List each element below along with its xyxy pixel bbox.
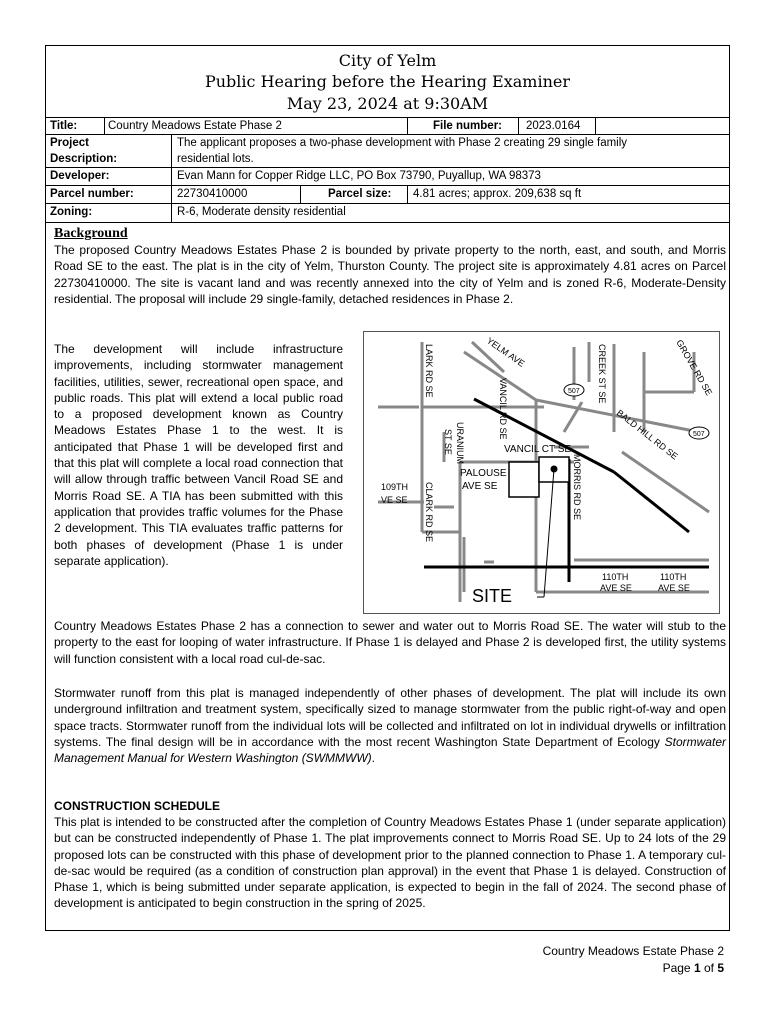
table-row-parcel	[46, 185, 729, 204]
map-label-lark: LARK RD SE	[424, 344, 434, 398]
map-label-507b: 507	[693, 431, 705, 438]
map-label-uranium-2: ST SE	[443, 429, 453, 455]
developer-value: Evan Mann for Copper Ridge LLC, PO Box 73790, Puyallup, WA 98373	[177, 170, 541, 182]
footer-page-number	[663, 961, 724, 975]
parcel-size-label: Parcel size:	[328, 188, 392, 200]
description-value-line1: The applicant proposes a two-phase development with Phase 2 creating 29 single family	[177, 137, 628, 149]
stormwater-period: .	[371, 751, 375, 766]
vicinity-map	[363, 331, 720, 614]
table-row-description	[46, 134, 729, 168]
map-label-110th-b-1: 110TH	[660, 572, 687, 582]
vicinity-map-drawing	[364, 332, 719, 613]
background-paragraph-1: The proposed Country Meadows Estates Phase 2 is bounded by private property to the north, east, and south, and Morris Road SE to the east. The plat is in the city of Yelm, Thurston County. The project site is approximately 4.81 acres on Parcel 22730410000. The site is vacant land and was recently annexed into the city of Yelm and is zoned R-6, Moderate-Density residential. The proposal will include 29 single-family, detached residences in Phase 2.	[54, 243, 726, 306]
title-value: Country Meadows Estate Phase 2	[108, 120, 282, 132]
table-row-title	[46, 117, 729, 135]
map-label-palouse-2: AVE SE	[462, 481, 498, 492]
header-hearing: Public Hearing before the Hearing Examiner	[204, 72, 571, 91]
map-label-bald-hill: BALD HILL RD SE	[614, 407, 680, 462]
site-leader-line	[544, 469, 554, 597]
background-paragraph-3: Country Meadows Estates Phase 2 has a connection to sewer and water out to Morris Road SE. The water will stub to the property to the east for looping of water infrastructure. If Phase 1 is delayed and Phase 2 is developed first, the utility systems will function consistent with a local road cul-de-sac.	[54, 619, 726, 666]
table-row-developer	[46, 167, 729, 186]
parcel-size-value: 4.81 acres; approx. 209,638 sq ft	[413, 188, 582, 200]
map-label-morris: MORRIS RD SE	[572, 454, 582, 521]
file-number-label: File number:	[433, 120, 503, 132]
map-label-110th-b-2: AVE SE	[658, 583, 690, 593]
background-paragraph-2: The development will include infrastructure improvements, including stormwater management facilities, utilities, sewer, recreational open space, and public roads. This plat will extend a local public road to a proposed development known as Country Meadows Estates Phase 1 to the west. It is anticipated that Phase 1 will be developed first and that this plat will complete a local road connection that will allow through traffic between Vancil Road SE and Morris Road SE. A TIA has been submitted with this application that provides traffic volumes for the Phase 2 development. This TIA evaluates traffic patterns for both phases of development (Phase 1 is under separate application).	[54, 342, 343, 568]
description-label-line1: Project	[50, 137, 89, 149]
map-label-clark: CLARK RD SE	[424, 482, 434, 543]
footer-page-of: of	[700, 961, 718, 975]
map-label-site: SITE	[472, 586, 513, 606]
map-label-vancil-ct: VANCIL CT SE	[504, 444, 572, 455]
description-label	[46, 135, 171, 168]
map-label-creek: CREEK ST SE	[597, 344, 607, 404]
map-label-uranium-1: URANIUM	[455, 422, 465, 464]
map-label-vancil: VANCIL RD SE	[498, 378, 508, 440]
construction-schedule-heading: CONSTRUCTION SCHEDULE	[54, 799, 221, 813]
description-value-line2: residential lots.	[177, 153, 254, 165]
map-label-110th-a-1: 110TH	[602, 572, 629, 582]
background-paragraph-4	[54, 685, 726, 766]
footer-page-current: 1	[693, 961, 701, 975]
zoning-label: Zoning:	[50, 206, 93, 218]
map-label-507a: 507	[568, 388, 580, 395]
map-label-109th-1: 109TH	[381, 482, 409, 492]
bald-hill-line	[622, 452, 709, 512]
stormwater-text: Stormwater runoff from this plat is managed independently of other phases of development. The plat will include its own underground infiltration and treatment system, specifically sized to manage stormwater from the public right-of-way and open space tracts. Stormwater runoff from the individual lots will be collected and infiltrated on lot in individual drywells or infiltration systems. The final design will be in accordance with the most recent Washington State Department of Ecology	[54, 686, 726, 749]
map-label-109th-2: VE SE	[381, 495, 408, 505]
developer-label: Developer:	[50, 170, 110, 182]
document-frame	[45, 45, 730, 931]
stormwater-manual-title: Stormwater Management Manual for Western Washington (SWMMWW)	[54, 734, 726, 766]
footer-page-prefix: Page	[662, 961, 694, 975]
title-label: Title:	[50, 120, 78, 132]
construction-schedule-paragraph: This plat is intended to be constructed after the completion of Country Meadows Estates Phase 1 (under separate application) but can be constructed independently of Phase 1. The plat improvements connect to Morris Road SE. Up to 24 lots of the 29 proposed lots can be constructed with this phase of development prior to the planned connection to Phase 1. A temporary cul-de-sac would be required (as a condition of construction plan approval) in the event that Phase 1 is delayed. Construction of Phase 1, which is being submitted under separate application, is expected to begin in the fall of 2024. The second phase of development is anticipated to begin construction in the spring of 2025.	[54, 815, 726, 911]
phase1-parcel-outline	[509, 462, 539, 497]
table-row-zoning	[46, 203, 729, 223]
header-city: City of Yelm	[338, 51, 437, 70]
footer-document-title: Country Meadows Estate Phase 2	[542, 944, 724, 958]
parcel-number-value: 22730410000	[177, 188, 248, 200]
file-number-value: 2023.0164	[526, 120, 581, 132]
description-label-line2: Description:	[50, 153, 118, 165]
footer-page-total: 5	[717, 961, 724, 975]
description-value	[173, 135, 723, 168]
map-label-palouse-1: PALOUSE	[460, 468, 507, 479]
map-label-grove: GROVE RD SE	[674, 338, 715, 398]
header-date: May 23, 2024 at 9:30AM	[286, 94, 489, 113]
parcel-number-label: Parcel number:	[50, 188, 134, 200]
map-label-110th-a-2: AVE SE	[600, 583, 632, 593]
background-heading: Background	[54, 226, 128, 241]
zoning-value: R-6, Moderate density residential	[177, 206, 346, 218]
map-label-yelm: YELM AVE	[484, 335, 527, 369]
